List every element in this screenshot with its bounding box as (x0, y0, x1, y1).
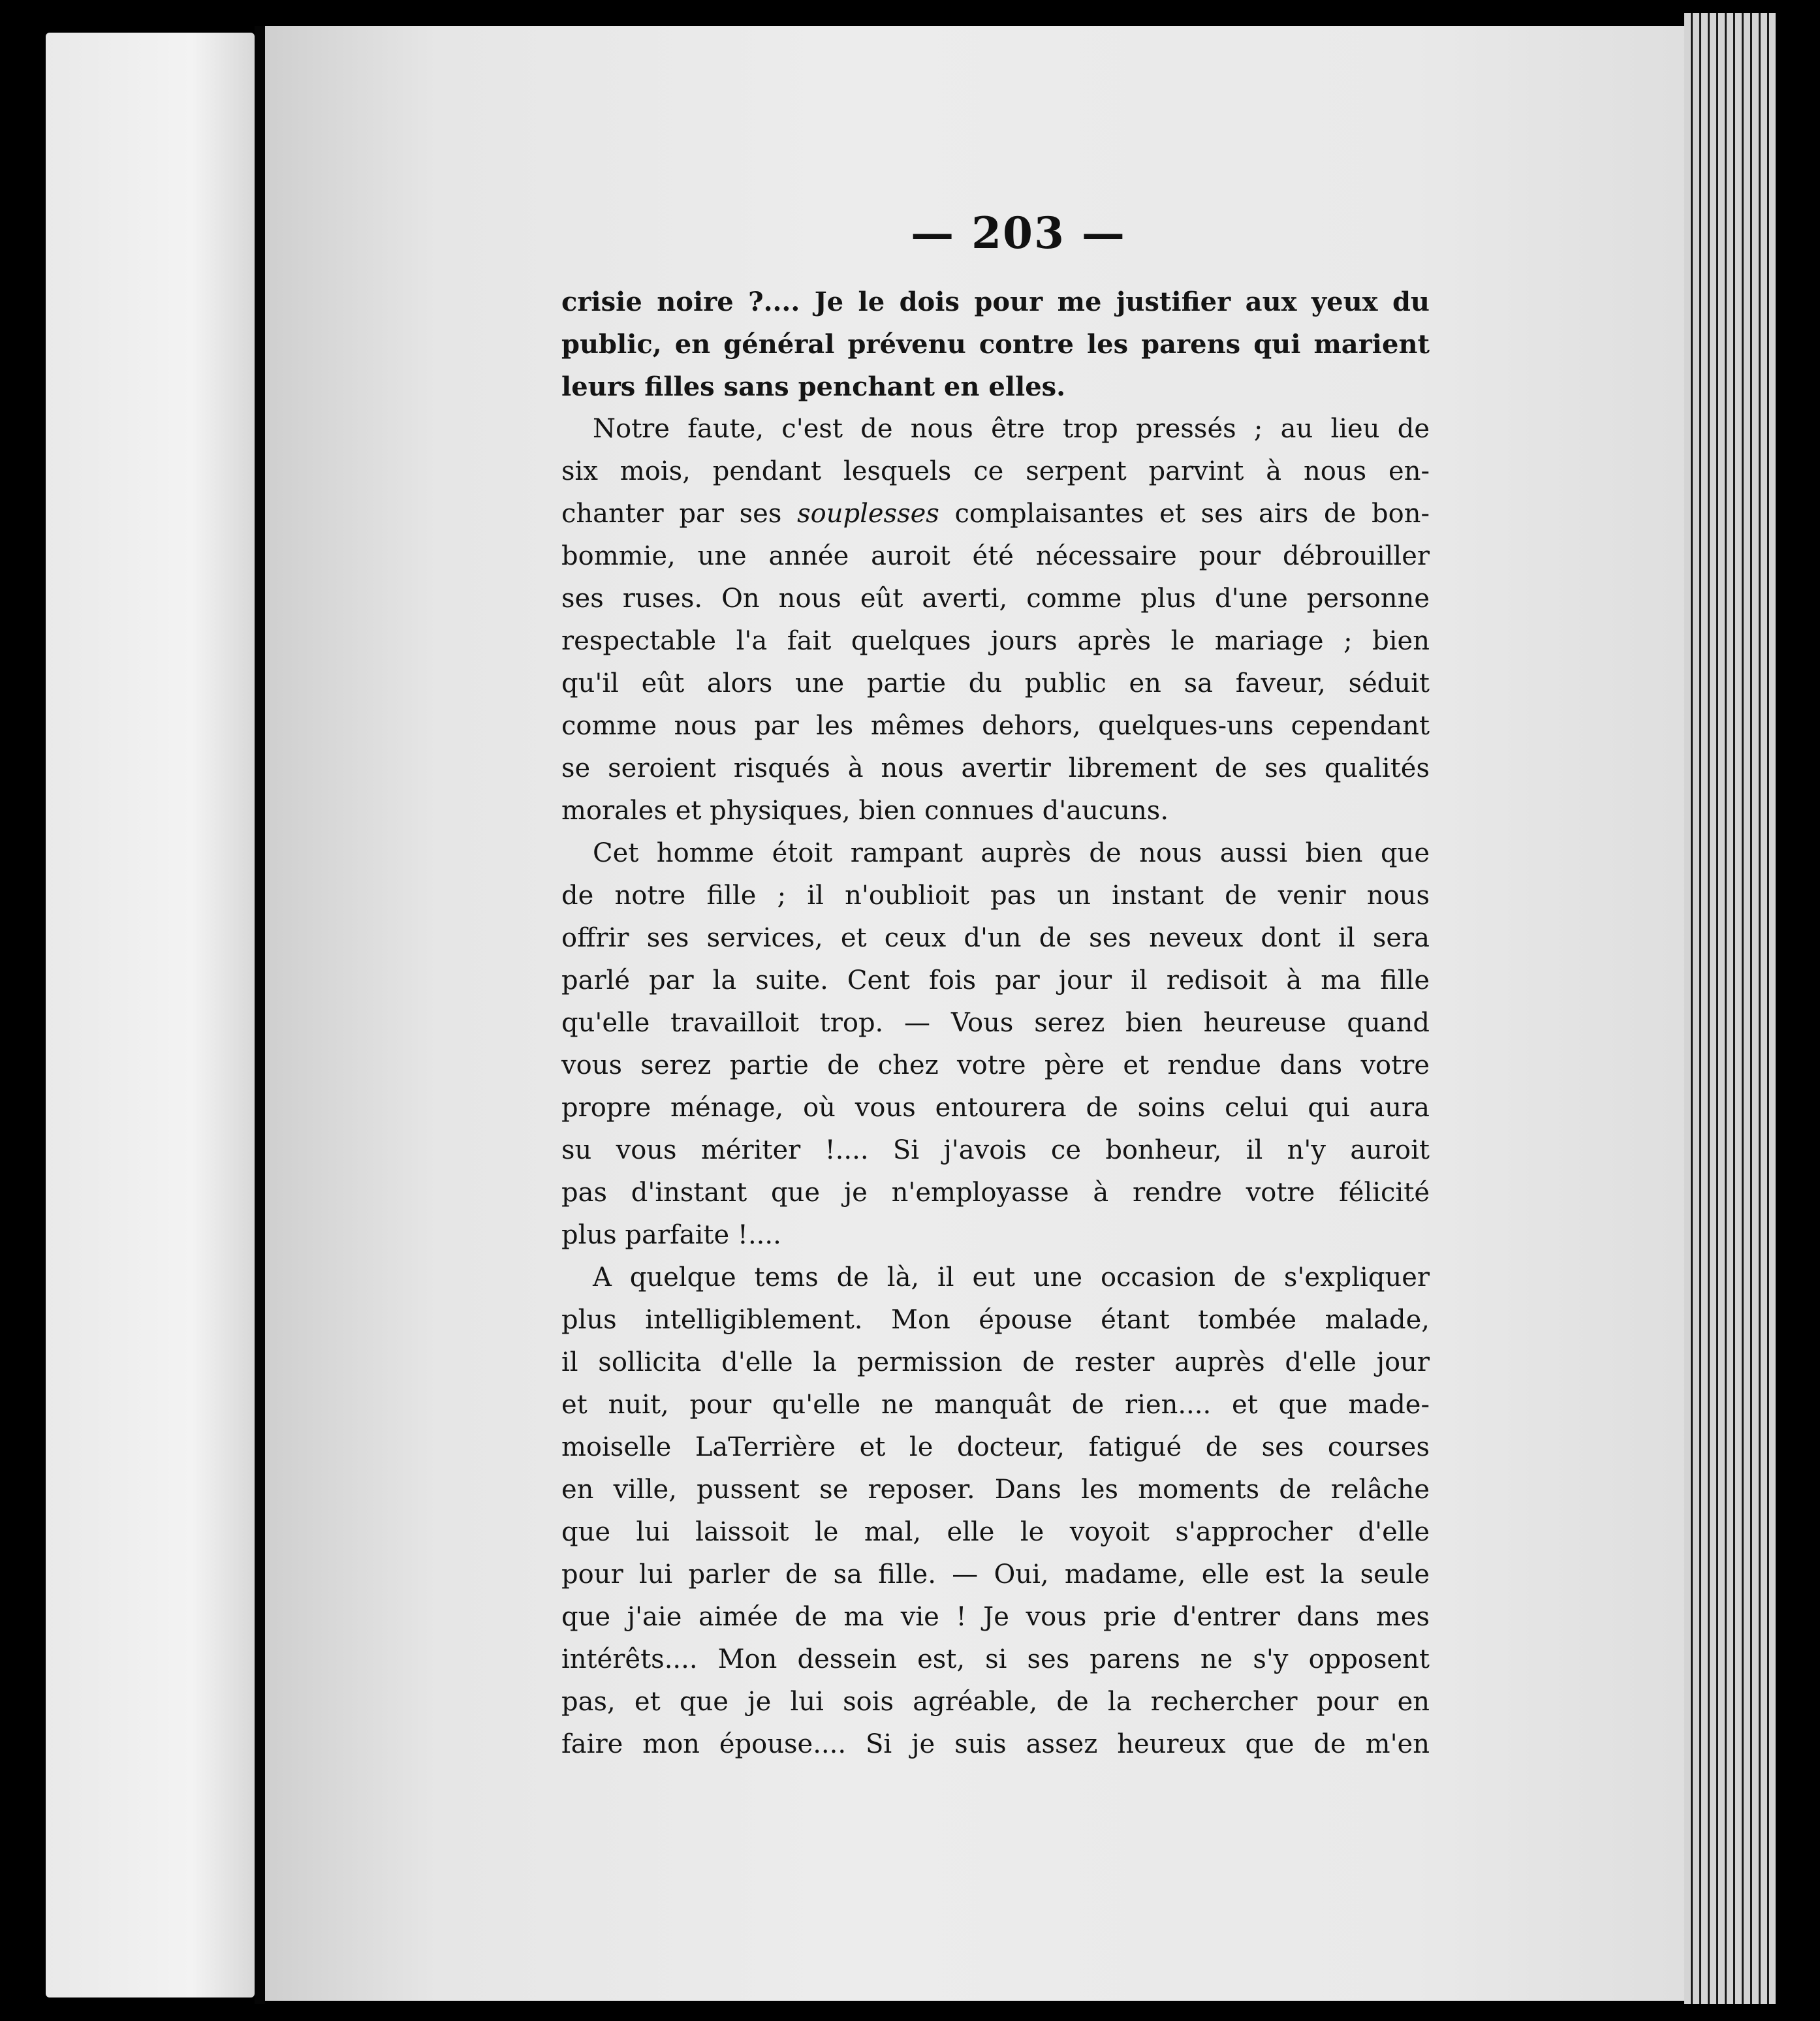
paragraph-3 (561, 832, 1430, 1257)
text-line: pour lui parler de sa fille. — Oui, madame, elle est la seule (561, 1559, 1430, 1590)
text-line: six mois, pendant lesquels ce serpent parvint à nous en- (561, 456, 1430, 486)
text-line: plus parfaite !.... (561, 1220, 781, 1250)
text-line: leurs filles sans penchant en elles. (561, 371, 1066, 402)
text-line: plus intelligiblement. Mon épouse étant tombée malade, (561, 1305, 1430, 1335)
text-line: qu'elle travailloit trop. — Vous serez bien heureuse quand (561, 1008, 1430, 1038)
text-line: respectable l'a fait quelques jours après le mariage ; bien (561, 626, 1430, 656)
paragraph-1 (561, 281, 1430, 408)
page-stack-edges (1684, 13, 1776, 2004)
page-number: — 203 — (911, 208, 1126, 258)
text-line: que j'aie aimée de ma vie ! Je vous prie d'entrer dans mes (561, 1602, 1430, 1632)
text-line: A quelque tems de là, il eut une occasion de s'expliquer (593, 1262, 1430, 1292)
text-line: Cet homme étoit rampant auprès de nous aussi bien que (593, 838, 1430, 868)
text-line: morales et physiques, bien connues d'aucuns. (561, 796, 1169, 826)
text-line: intérêts.... Mon dessein est, si ses parens ne s'y opposent (561, 1644, 1430, 1674)
paragraph-2 (561, 408, 1430, 832)
text-line: se seroient risqués à nous avertir librement de ses qualités (561, 753, 1430, 783)
paragraph-4 (561, 1257, 1430, 1766)
text-line: vous serez partie de chez votre père et rendue dans votre (561, 1050, 1430, 1080)
text-line: pas d'instant que je n'employasse à rendre votre félicité (561, 1178, 1430, 1208)
text-line: su vous mériter !.... Si j'avois ce bonheur, il n'y auroit (561, 1135, 1430, 1165)
text-fragment: complaisantes et ses airs de bon- (954, 499, 1430, 529)
text-line: Notre faute, c'est de nous être trop pressés ; au lieu de (593, 414, 1430, 444)
text-line: offrir ses services, et ceux d'un de ses neveux dont il sera (561, 923, 1430, 953)
text-line: ses ruses. On nous eût averti, comme plus d'une personne (561, 584, 1430, 614)
left-page-edge (46, 33, 255, 1998)
book-gutter (255, 26, 265, 2004)
text-line: faire mon épouse.... Si je suis assez heureux que de m'en (561, 1729, 1430, 1759)
text-line: que lui laissoit le mal, elle le voyoit s'approcher d'elle (561, 1517, 1430, 1547)
text-line-with-italic (561, 493, 1430, 535)
text-line: pas, et que je lui sois agréable, de la rechercher pour en (561, 1687, 1430, 1717)
text-line: il sollicita d'elle la permission de rester auprès d'elle jour (561, 1347, 1430, 1377)
text-line: qu'il eût alors une partie du public en sa faveur, séduit (561, 668, 1430, 698)
text-line: parlé par la suite. Cent fois par jour il redisoit à ma fille (561, 965, 1430, 995)
text-line: en ville, pussent se reposer. Dans les moments de relâche (561, 1475, 1430, 1505)
text-line: et nuit, pour qu'elle ne manquât de rien.... et que made- (561, 1390, 1430, 1420)
text-line: bommie, une année auroit été nécessaire pour débrouiller (561, 541, 1430, 571)
text-line: public, en général prévenu contre les parens qui marient (561, 329, 1430, 360)
text-line: de notre fille ; il n'oublioit pas un instant de venir nous (561, 881, 1430, 911)
text-line: crisie noire ?.... Je le dois pour me justifier aux yeux du (561, 287, 1430, 317)
text-line: comme nous par les mêmes dehors, quelques-uns cependant (561, 711, 1430, 741)
body-text (561, 281, 1430, 1766)
text-fragment: chanter par ses (561, 499, 782, 529)
text-line: moiselle LaTerrière et le docteur, fatigué de ses courses (561, 1432, 1430, 1462)
text-line: propre ménage, où vous entourera de soins celui qui aura (561, 1093, 1430, 1123)
italic-word: souplesses (797, 499, 939, 529)
